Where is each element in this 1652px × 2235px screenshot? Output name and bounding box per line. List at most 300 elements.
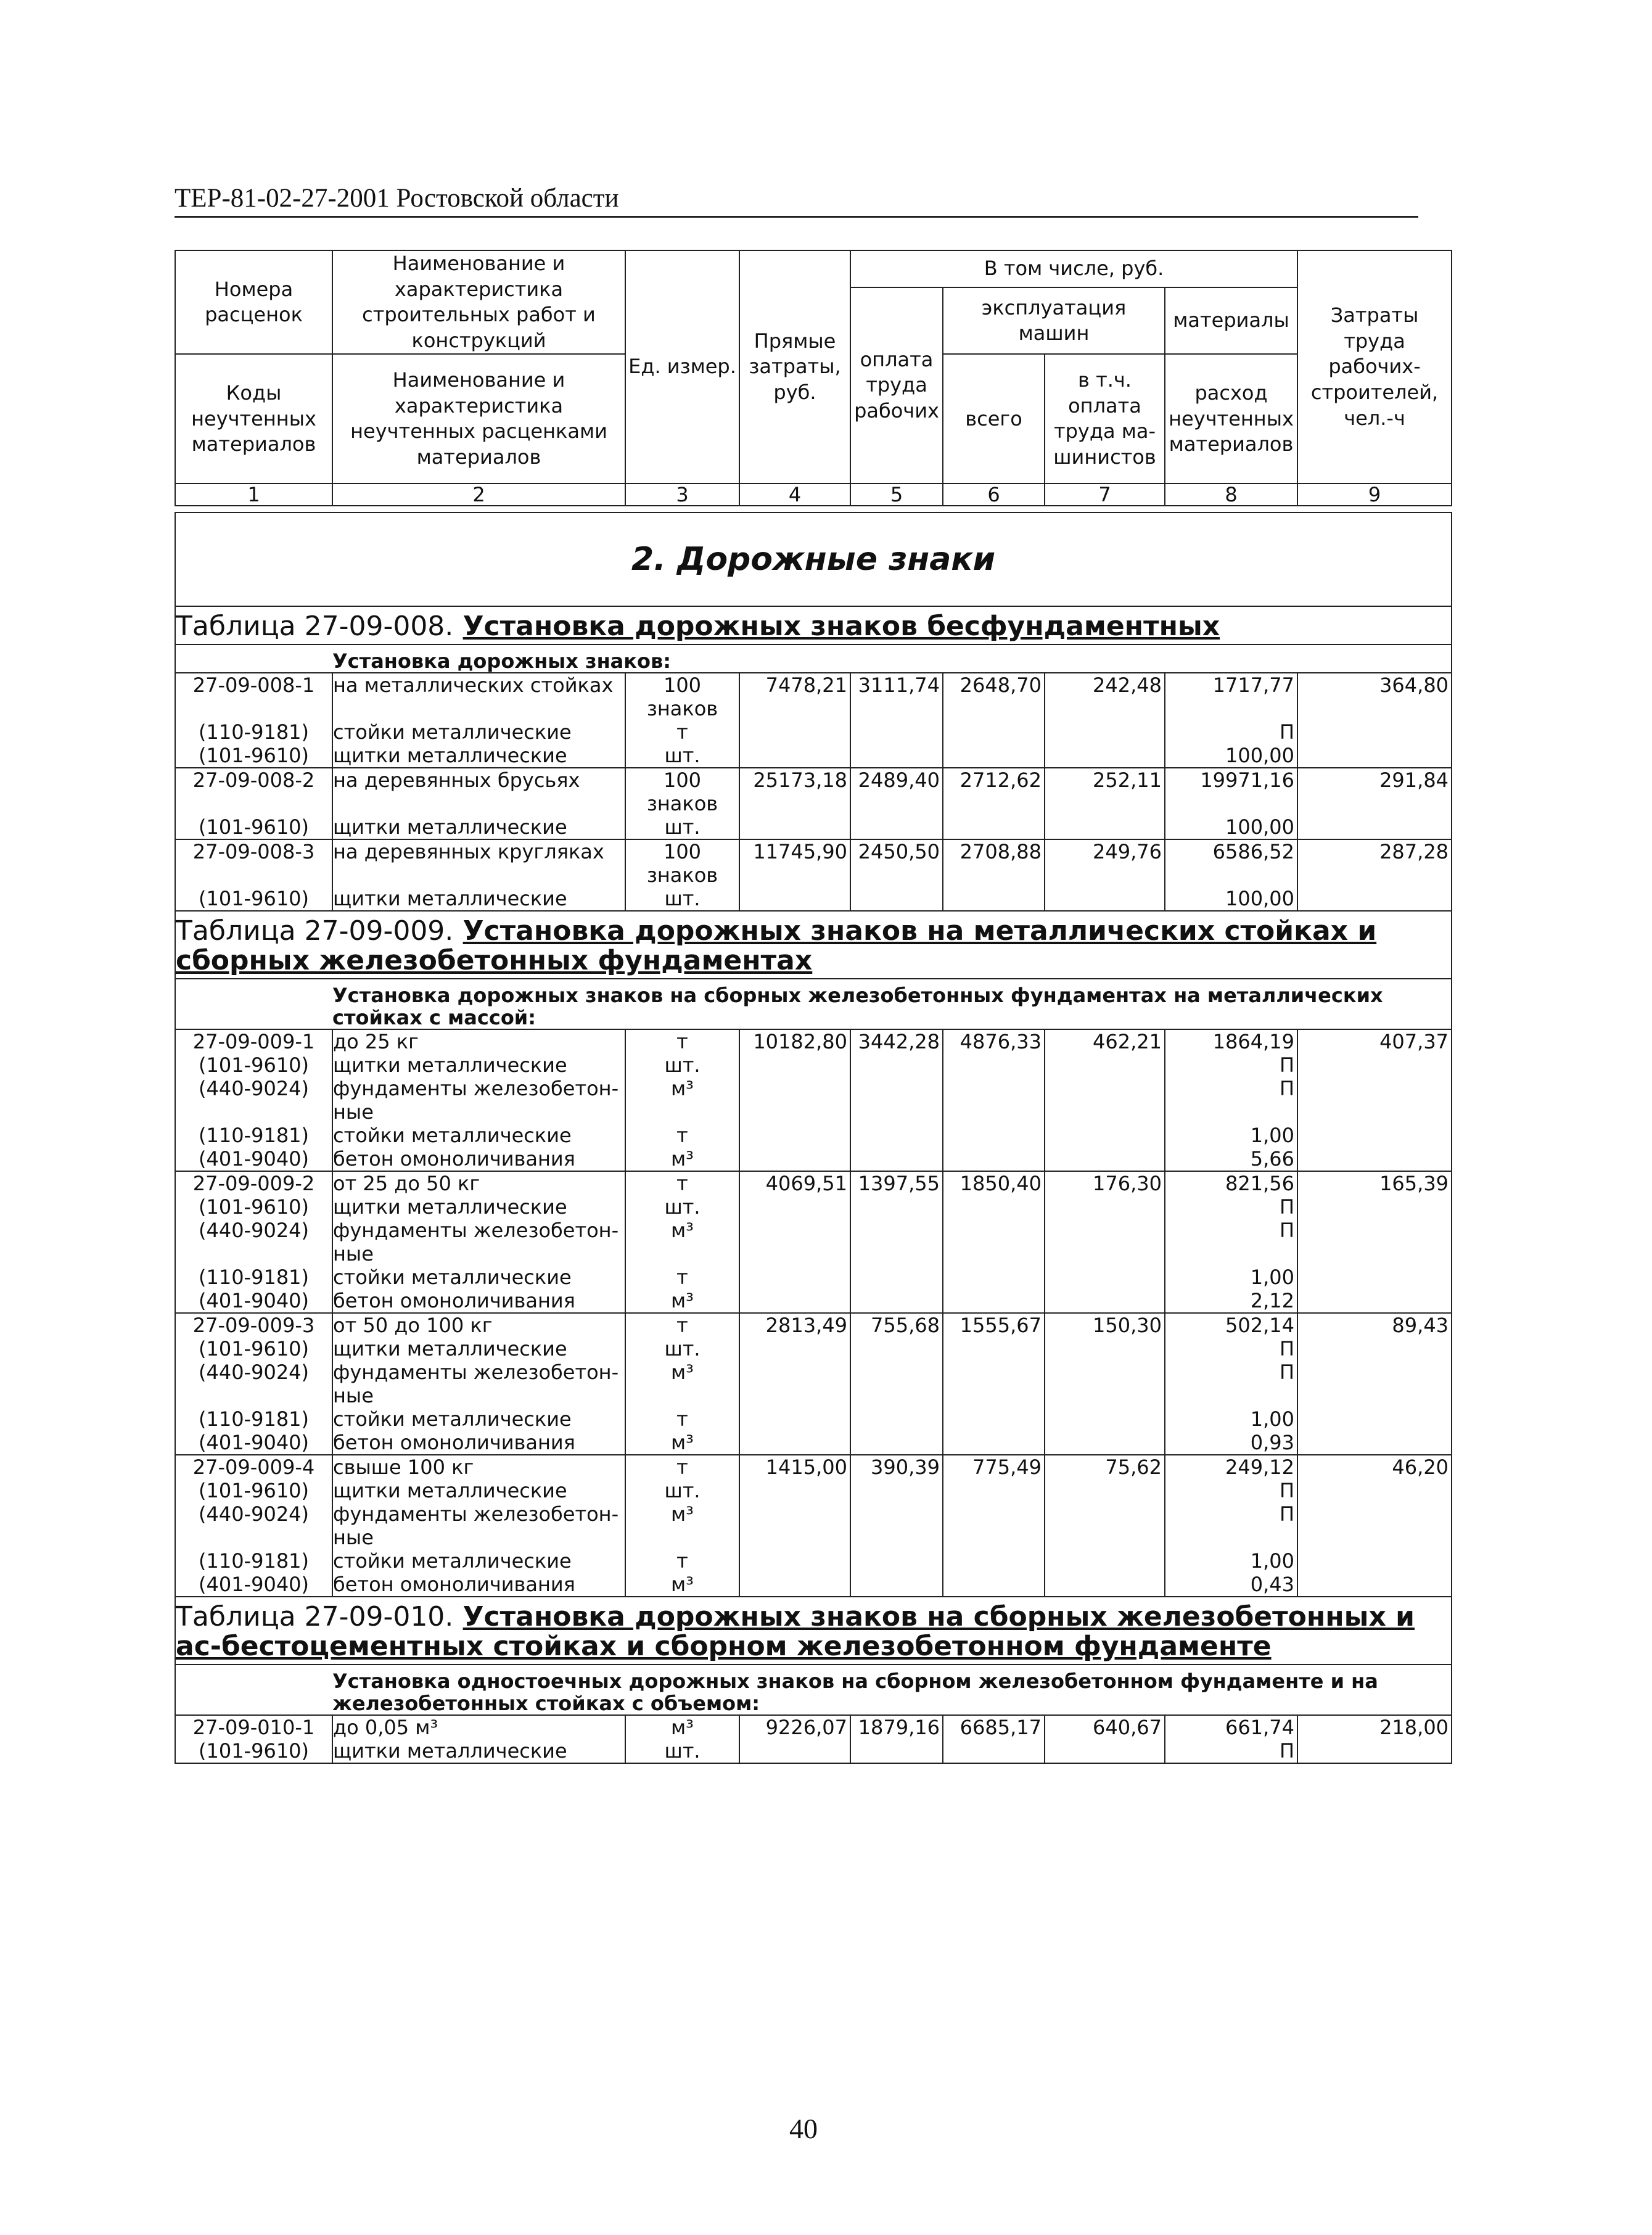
rate-code-cell: 27-09-008-2	[175, 768, 332, 815]
table-title	[175, 911, 1452, 979]
material-row	[175, 1407, 1452, 1431]
direct-costs-cell: 11745,90	[739, 839, 850, 887]
work-name-cell: стойки металлические	[332, 1407, 625, 1431]
rate-code-cell: (110-9181)	[198, 1549, 310, 1573]
work-name-cell: стойки металлические	[332, 1266, 625, 1289]
header-cell-unit: Ед. измер.	[625, 250, 739, 484]
direct-costs-cell	[739, 1219, 850, 1266]
material-row	[175, 744, 1452, 768]
wages-cell: 755,68	[850, 1313, 943, 1337]
labor-costs-cell	[1297, 1739, 1452, 1763]
header-cell-including: В том числе, руб.	[850, 250, 1297, 287]
unit-cell: т	[625, 1549, 739, 1573]
labor-costs-cell	[1297, 1053, 1452, 1077]
header-cell-material-consumption: расход неучтенных материалов	[1165, 354, 1297, 484]
table-heading: Установка дорожных знаков бесфундаментных	[462, 611, 1220, 642]
direct-costs-cell	[739, 1337, 850, 1360]
column-number: 6	[943, 484, 1045, 506]
machinist-wages-cell	[1045, 1147, 1165, 1171]
unit-cell: м³	[625, 1147, 739, 1171]
machinist-wages-cell	[1045, 1739, 1165, 1763]
wages-cell	[850, 887, 943, 911]
direct-costs-cell	[739, 744, 850, 768]
labor-costs-cell	[1297, 1266, 1452, 1289]
table-label: Таблица 27-09-010.	[176, 1601, 454, 1632]
unit-cell: шт.	[625, 1053, 739, 1077]
machines-total-cell	[943, 1219, 1045, 1266]
work-name-cell: на металлических стойках	[332, 673, 625, 720]
labor-costs-cell	[1297, 1360, 1452, 1407]
rate-code-cell: (110-9181)	[198, 720, 310, 744]
column-number: 9	[1297, 484, 1452, 506]
wages-cell	[850, 720, 943, 744]
material-consumption-cell: П	[1165, 720, 1297, 744]
material-consumption-cell: 6586,52	[1165, 839, 1297, 887]
rates-table	[175, 512, 1452, 1764]
work-name-cell: на деревянных брусьях	[332, 768, 625, 815]
column-number: 1	[175, 484, 332, 506]
rate-row	[175, 1171, 1452, 1195]
direct-costs-cell: 1415,00	[739, 1455, 850, 1479]
machines-total-cell	[943, 1147, 1045, 1171]
labor-costs-cell: 46,20	[1297, 1455, 1452, 1479]
work-name-cell: щитки металлические	[332, 815, 625, 839]
material-consumption-cell: 1,00	[1165, 1266, 1297, 1289]
machinist-wages-cell: 462,21	[1045, 1029, 1165, 1053]
unit-cell: м³	[625, 1431, 739, 1455]
column-number: 2	[332, 484, 625, 506]
direct-costs-cell	[739, 1407, 850, 1431]
labor-costs-cell	[1297, 720, 1452, 744]
labor-costs-cell	[1297, 744, 1452, 768]
rate-code-cell: 27-09-008-3	[175, 839, 332, 887]
wages-cell	[850, 1266, 943, 1289]
wages-cell: 2450,50	[850, 839, 943, 887]
material-consumption-cell: П	[1165, 1053, 1297, 1077]
direct-costs-cell: 2813,49	[739, 1313, 850, 1337]
rate-code-cell: (101-9610)	[198, 1337, 310, 1360]
unit-cell: т	[625, 720, 739, 744]
material-consumption-cell: 1,00	[1165, 1549, 1297, 1573]
rate-row	[175, 839, 1452, 887]
material-consumption-cell: П	[1165, 1739, 1297, 1763]
material-row	[175, 1479, 1452, 1502]
rate-code-cell: (101-9610)	[198, 1479, 310, 1502]
wages-cell	[850, 1219, 943, 1266]
material-row	[175, 1077, 1452, 1124]
unit-cell: т	[625, 1171, 739, 1195]
material-consumption-cell: 5,66	[1165, 1147, 1297, 1171]
wages-cell: 3111,74	[850, 673, 943, 720]
material-consumption-cell: 1,00	[1165, 1124, 1297, 1147]
material-consumption-cell: П	[1165, 1337, 1297, 1360]
machines-total-cell	[943, 887, 1045, 911]
column-number: 7	[1045, 484, 1165, 506]
material-consumption-cell: 100,00	[1165, 815, 1297, 839]
unit-cell: шт.	[625, 1739, 739, 1763]
machines-total-cell	[943, 1195, 1045, 1219]
page-number: 40	[789, 2113, 818, 2144]
labor-costs-cell	[1297, 1431, 1452, 1455]
rate-code-cell: (401-9040)	[198, 1573, 310, 1596]
work-name-cell: бетон омоноличивания	[332, 1147, 625, 1171]
unit-cell: т	[625, 1266, 739, 1289]
work-name-cell: фундаменты железобетон-ные	[332, 1077, 625, 1124]
header-cell-labor: Затраты труда рабочих-строителей, чел.-ч	[1297, 250, 1452, 484]
table-label: Таблица 27-09-009.	[176, 915, 454, 947]
material-row	[175, 1053, 1452, 1077]
material-consumption-cell: 821,56	[1165, 1171, 1297, 1195]
material-row	[175, 1266, 1452, 1289]
column-number: 8	[1165, 484, 1297, 506]
machines-total-cell	[943, 1360, 1045, 1407]
material-row	[175, 887, 1452, 911]
wages-cell	[850, 1739, 943, 1763]
unit-cell: т	[625, 1124, 739, 1147]
labor-costs-cell	[1297, 887, 1452, 911]
group-title-row	[175, 1665, 1452, 1715]
machinist-wages-cell	[1045, 1549, 1165, 1573]
machines-total-cell	[943, 815, 1045, 839]
machinist-wages-cell	[1045, 1195, 1165, 1219]
labor-costs-cell	[1297, 1407, 1452, 1431]
labor-costs-cell	[1297, 1147, 1452, 1171]
material-row	[175, 1219, 1452, 1266]
direct-costs-cell	[739, 1502, 850, 1549]
unit-cell: шт.	[625, 1337, 739, 1360]
rate-row	[175, 673, 1452, 720]
group-spacer	[175, 644, 332, 673]
direct-costs-cell	[739, 1573, 850, 1597]
unit-cell: т	[625, 1029, 739, 1053]
material-consumption-cell: 0,93	[1165, 1431, 1297, 1455]
document-header	[175, 179, 1418, 218]
work-name-cell: стойки металлические	[332, 720, 625, 744]
material-row	[175, 1431, 1452, 1455]
table-title	[175, 606, 1452, 644]
machines-total-cell: 1555,67	[943, 1313, 1045, 1337]
direct-costs-cell	[739, 1479, 850, 1502]
unit-cell: м³	[625, 1289, 739, 1313]
wages-cell	[850, 1549, 943, 1573]
machines-total-cell	[943, 720, 1045, 744]
wages-cell	[850, 744, 943, 768]
direct-costs-cell	[739, 1289, 850, 1313]
labor-costs-cell	[1297, 1479, 1452, 1502]
machinist-wages-cell	[1045, 1266, 1165, 1289]
machines-total-cell: 775,49	[943, 1455, 1045, 1479]
table-title-row	[175, 911, 1452, 979]
material-row	[175, 1337, 1452, 1360]
machines-total-cell	[943, 1573, 1045, 1597]
header-cell-machines: эксплуатация машин	[943, 287, 1165, 354]
wages-cell	[850, 1431, 943, 1455]
header-cell-materials: материалы	[1165, 287, 1297, 354]
labor-costs-cell: 218,00	[1297, 1715, 1452, 1739]
material-row	[175, 1124, 1452, 1147]
wages-cell: 1879,16	[850, 1715, 943, 1739]
table-heading: Установка дорожных знаков на металлических стойках и сборных железобетонных фундаментах	[176, 915, 1377, 976]
header-cell-material-codes: Коды неучтенных материалов	[175, 354, 332, 484]
direct-costs-cell	[739, 1431, 850, 1455]
material-row	[175, 1573, 1452, 1597]
machinist-wages-cell	[1045, 1053, 1165, 1077]
direct-costs-cell	[739, 1147, 850, 1171]
unit-cell: м³	[625, 1219, 739, 1266]
material-consumption-cell: 502,14	[1165, 1313, 1297, 1337]
rate-code-cell: (401-9040)	[198, 1147, 310, 1171]
labor-costs-cell	[1297, 1124, 1452, 1147]
table-title	[175, 1597, 1452, 1665]
material-row	[175, 1502, 1452, 1549]
unit-cell: шт.	[625, 887, 739, 911]
column-number: 4	[739, 484, 850, 506]
material-row	[175, 1289, 1452, 1313]
machinist-wages-cell	[1045, 815, 1165, 839]
machinist-wages-cell: 252,11	[1045, 768, 1165, 815]
rate-code-cell: (110-9181)	[198, 1407, 310, 1431]
material-row	[175, 720, 1452, 744]
material-row	[175, 1147, 1452, 1171]
rate-code-cell: (101-9610)	[198, 1053, 310, 1077]
material-row	[175, 1739, 1452, 1763]
work-name-cell: щитки металлические	[332, 1195, 625, 1219]
machines-total-cell	[943, 1337, 1045, 1360]
rate-row	[175, 1029, 1452, 1053]
machines-total-cell	[943, 1431, 1045, 1455]
material-consumption-cell: 249,12	[1165, 1455, 1297, 1479]
machines-total-cell	[943, 1053, 1045, 1077]
unit-cell: м³	[625, 1573, 739, 1597]
header-cell-work-name: Наименование и характеристика строительных работ и конструкций	[332, 250, 625, 354]
material-row	[175, 1549, 1452, 1573]
machines-total-cell	[943, 1502, 1045, 1549]
column-number: 3	[625, 484, 739, 506]
group-title-row	[175, 979, 1452, 1029]
group-title: Установка дорожных знаков на сборных железобетонных фундаментах на металлических стойках с массой:	[332, 979, 1452, 1029]
machinist-wages-cell	[1045, 1219, 1165, 1266]
unit-cell: 100 знаков	[625, 768, 739, 815]
header-cell-direct-costs: Прямые затраты, руб.	[739, 250, 850, 484]
rate-code-cell: (101-9610)	[198, 744, 310, 767]
work-name-cell: бетон омоноличивания	[332, 1289, 625, 1313]
labor-costs-cell: 89,43	[1297, 1313, 1452, 1337]
machinist-wages-cell	[1045, 1077, 1165, 1124]
work-name-cell: бетон омоноличивания	[332, 1573, 625, 1597]
work-name-cell: щитки металлические	[332, 1337, 625, 1360]
group-title: Установка дорожных знаков:	[332, 644, 1452, 673]
unit-cell: т	[625, 1455, 739, 1479]
material-consumption-cell: П	[1165, 1502, 1297, 1549]
work-name-cell: щитки металлические	[332, 1739, 625, 1763]
direct-costs-cell	[739, 1739, 850, 1763]
direct-costs-cell	[739, 1549, 850, 1573]
machines-total-cell	[943, 1266, 1045, 1289]
rate-code-cell: (401-9040)	[198, 1289, 310, 1312]
labor-costs-cell	[1297, 1289, 1452, 1313]
labor-costs-cell: 287,28	[1297, 839, 1452, 887]
material-consumption-cell: П	[1165, 1479, 1297, 1502]
rate-code-cell: 27-09-008-1	[175, 673, 332, 720]
material-consumption-cell: 100,00	[1165, 744, 1297, 768]
machinist-wages-cell: 242,48	[1045, 673, 1165, 720]
document-title: ТЕР-81-02-27-2001 Ростовской области	[175, 184, 619, 213]
labor-costs-cell: 291,84	[1297, 768, 1452, 815]
direct-costs-cell: 7478,21	[739, 673, 850, 720]
work-name-cell: стойки металлические	[332, 1549, 625, 1573]
direct-costs-cell	[739, 1195, 850, 1219]
wages-cell	[850, 1360, 943, 1407]
machines-total-cell	[943, 1739, 1045, 1763]
work-name-cell: щитки металлические	[332, 744, 625, 768]
rate-code-cell: (110-9181)	[198, 1266, 310, 1289]
group-spacer	[175, 979, 332, 1029]
labor-costs-cell	[1297, 1195, 1452, 1219]
labor-costs-cell	[1297, 1549, 1452, 1573]
direct-costs-cell: 4069,51	[739, 1171, 850, 1195]
direct-costs-cell: 10182,80	[739, 1029, 850, 1053]
rate-row	[175, 768, 1452, 815]
group-spacer	[175, 1665, 332, 1715]
work-name-cell: от 25 до 50 кг	[332, 1171, 625, 1195]
direct-costs-cell	[739, 1053, 850, 1077]
machines-total-cell: 2712,62	[943, 768, 1045, 815]
unit-cell: м³	[625, 1715, 739, 1739]
unit-cell: 100 знаков	[625, 673, 739, 720]
unit-cell: шт.	[625, 815, 739, 839]
direct-costs-cell: 25173,18	[739, 768, 850, 815]
rate-code-cell: (440-9024)	[198, 1360, 310, 1384]
rate-code-cell: (101-9610)	[198, 1195, 310, 1219]
machines-total-cell	[943, 1289, 1045, 1313]
work-name-cell: щитки металлические	[332, 1479, 625, 1502]
material-consumption-cell: П	[1165, 1195, 1297, 1219]
wages-cell	[850, 1502, 943, 1549]
machines-total-cell: 2648,70	[943, 673, 1045, 720]
work-name-cell: фундаменты железобетон-ные	[332, 1502, 625, 1549]
wages-cell	[850, 1053, 943, 1077]
column-number-row	[175, 484, 1452, 506]
unit-cell: м³	[625, 1502, 739, 1549]
machinist-wages-cell: 176,30	[1045, 1171, 1165, 1195]
labor-costs-cell	[1297, 1219, 1452, 1266]
labor-costs-cell	[1297, 1502, 1452, 1549]
work-name-cell: стойки металлические	[332, 1124, 625, 1147]
wages-cell: 2489,40	[850, 768, 943, 815]
rate-code-cell: (440-9024)	[198, 1219, 310, 1242]
machines-total-cell	[943, 1077, 1045, 1124]
rate-code-cell: (101-9610)	[198, 815, 310, 839]
direct-costs-cell	[739, 815, 850, 839]
labor-costs-cell	[1297, 1573, 1452, 1597]
unit-cell: м³	[625, 1360, 739, 1407]
machinist-wages-cell	[1045, 1502, 1165, 1549]
machinist-wages-cell: 640,67	[1045, 1715, 1165, 1739]
machines-total-cell: 2708,88	[943, 839, 1045, 887]
machines-total-cell	[943, 1407, 1045, 1431]
material-consumption-cell: 100,00	[1165, 887, 1297, 911]
header-cell-wages: оплата труда рабочих	[850, 287, 943, 484]
machines-total-cell: 4876,33	[943, 1029, 1045, 1053]
rate-code-cell: 27-09-009-3	[175, 1313, 332, 1337]
wages-cell	[850, 1077, 943, 1124]
rate-code-cell: (101-9610)	[198, 1739, 310, 1763]
rate-code-cell: (401-9040)	[198, 1431, 310, 1454]
rate-code-cell: 27-09-009-1	[175, 1029, 332, 1053]
rate-code-cell: 27-09-009-2	[175, 1171, 332, 1195]
rate-code-cell: (110-9181)	[198, 1124, 310, 1147]
unit-cell: шт.	[625, 1479, 739, 1502]
direct-costs-cell	[739, 720, 850, 744]
material-consumption-cell: 661,74	[1165, 1715, 1297, 1739]
direct-costs-cell	[739, 1266, 850, 1289]
wages-cell	[850, 1147, 943, 1171]
table-label: Таблица 27-09-008.	[176, 611, 454, 642]
unit-cell: т	[625, 1407, 739, 1431]
work-name-cell: фундаменты железобетон-ные	[332, 1360, 625, 1407]
machinist-wages-cell	[1045, 1573, 1165, 1597]
labor-costs-cell	[1297, 815, 1452, 839]
work-name-cell: от 50 до 100 кг	[332, 1313, 625, 1337]
machinist-wages-cell: 249,76	[1045, 839, 1165, 887]
machines-total-cell	[943, 1124, 1045, 1147]
work-name-cell: щитки металлические	[332, 887, 625, 911]
work-name-cell: бетон омоноличивания	[332, 1431, 625, 1455]
material-consumption-cell: 1717,77	[1165, 673, 1297, 720]
labor-costs-cell	[1297, 1337, 1452, 1360]
work-name-cell: на деревянных кругляках	[332, 839, 625, 887]
work-name-cell: фундаменты железобетон-ные	[332, 1219, 625, 1266]
table-heading: Установка дорожных знаков на сборных железобетонных и ас-бестоцементных стойках и сборном железобетонном фундаменте	[176, 1601, 1415, 1662]
machines-total-cell	[943, 1549, 1045, 1573]
labor-costs-cell: 407,37	[1297, 1029, 1452, 1053]
material-consumption-cell: 2,12	[1165, 1289, 1297, 1313]
rate-row	[175, 1715, 1452, 1739]
wages-cell: 1397,55	[850, 1171, 943, 1195]
machinist-wages-cell	[1045, 1337, 1165, 1360]
direct-costs-cell	[739, 1360, 850, 1407]
group-title-row	[175, 644, 1452, 673]
machinist-wages-cell	[1045, 1124, 1165, 1147]
machinist-wages-cell	[1045, 1360, 1165, 1407]
rate-code-cell: 27-09-009-4	[175, 1455, 332, 1479]
material-consumption-cell: П	[1165, 1360, 1297, 1407]
unit-cell: м³	[625, 1077, 739, 1124]
column-number: 5	[850, 484, 943, 506]
work-name-cell: до 25 кг	[332, 1029, 625, 1053]
rate-row	[175, 1455, 1452, 1479]
unit-cell: шт.	[625, 1195, 739, 1219]
table-title-row	[175, 1597, 1452, 1665]
machinist-wages-cell	[1045, 1431, 1165, 1455]
unit-cell: 100 знаков	[625, 839, 739, 887]
machines-total-cell: 6685,17	[943, 1715, 1045, 1739]
material-consumption-cell: 1864,19	[1165, 1029, 1297, 1053]
direct-costs-cell	[739, 1077, 850, 1124]
work-name-cell: свыше 100 кг	[332, 1455, 625, 1479]
machinist-wages-cell	[1045, 744, 1165, 768]
material-consumption-cell: 19971,16	[1165, 768, 1297, 815]
material-consumption-cell: П	[1165, 1077, 1297, 1124]
machines-total-cell	[943, 744, 1045, 768]
column-header-table	[175, 250, 1452, 506]
rate-row	[175, 1313, 1452, 1337]
rate-code-cell: (101-9610)	[198, 887, 310, 910]
machinist-wages-cell	[1045, 1479, 1165, 1502]
machinist-wages-cell	[1045, 720, 1165, 744]
labor-costs-cell: 364,80	[1297, 673, 1452, 720]
header-cell-material-names: Наименование и характеристика неучтенных расценками материалов	[332, 354, 625, 484]
